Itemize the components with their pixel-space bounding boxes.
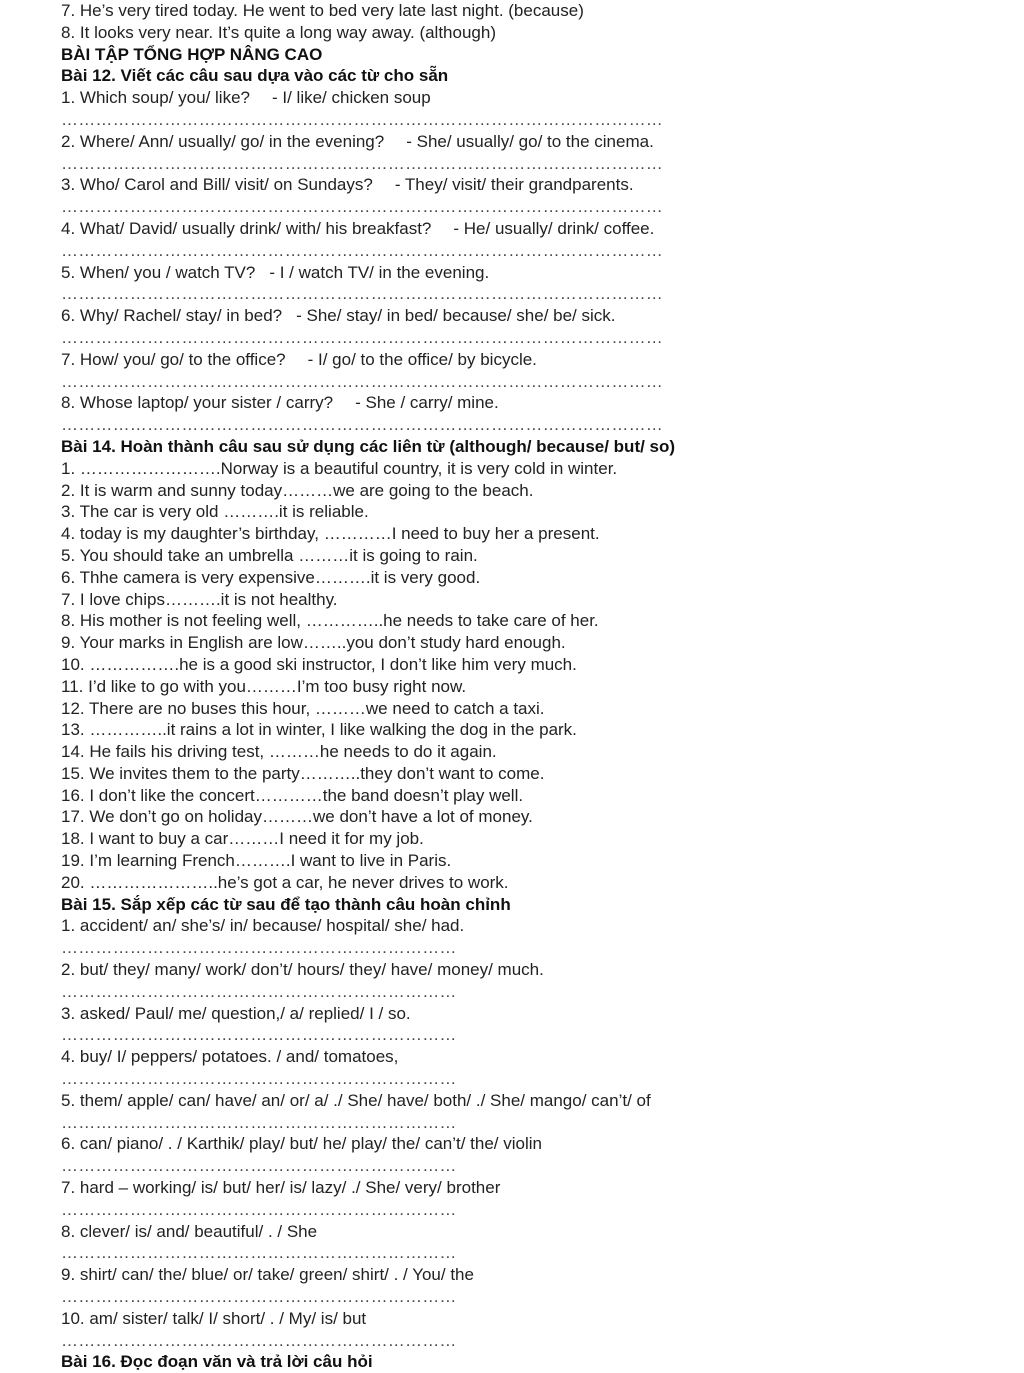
question-prompt: 4. What/ David/ usually drink/ with/ his breakfast? (61, 218, 432, 238)
exercise-line: 8. It looks very near. It’s quite a long way away. (although) (61, 22, 496, 42)
question-line (61, 392, 821, 414)
exercise-title-bai14: Bài 14. Hoàn thành câu sau sử dụng các liên từ (although/ because/ but/ so) (61, 436, 676, 456)
answer-hint: - I/ like/ chicken soup (271, 88, 431, 108)
answer-line: …………………………………………………………………………………………… (61, 371, 663, 391)
question-prompt: 3. Who/ Carol and Bill/ visit/ on Sundays? (61, 175, 373, 195)
reorder-item: 1. accident/ an/ she’s/ in/ because/ hospital/ she/ had. (61, 916, 465, 936)
fill-blank-item: 4. today is my daughter’s birthday, …………I need to buy her a present. (61, 524, 600, 544)
fill-blank-item: 12. There are no buses this hour, ………we need to catch a taxi. (61, 698, 545, 718)
fill-blank-item: 10. …………….he is a good ski instructor, I don’t like him very much. (61, 654, 577, 674)
fill-blank-item: 3. The car is very old ……….it is reliable. (61, 502, 369, 522)
fill-blank-item: 7. I love chips……….it is not healthy. (61, 589, 338, 609)
fill-blank-item: 20. …………………..he’s got a car, he never drives to work. (61, 872, 509, 892)
worksheet-page (61, 0, 821, 1373)
fill-blank-item: 14. He fails his driving test, ………he needs to do it again. (61, 742, 497, 762)
fill-blank-item: 9. Your marks in English are low……..you don’t study hard enough. (61, 633, 566, 653)
fill-blank-item: 5. You should take an umbrella ………it is going to rain. (61, 545, 478, 565)
question-prompt: 2. Where/ Ann/ usually/ go/ in the evening? (61, 131, 385, 151)
reorder-item: 8. clever/ is/ and/ beautiful/ . / She (61, 1221, 318, 1241)
answer-hint: - She/ stay/ in bed/ because/ she/ be/ sick. (296, 306, 616, 326)
answer-hint: - They/ visit/ their grandparents. (394, 175, 634, 195)
question-prompt: 5. When/ you / watch TV? (61, 262, 256, 282)
answer-line: …………………………………………………………………………………………… (61, 415, 663, 435)
question-line (61, 305, 821, 327)
fill-blank-item: 16. I don’t like the concert…………the band doesn’t play well. (61, 785, 524, 805)
fill-blank-item: 8. His mother is not feeling well, …………..he needs to take care of her. (61, 611, 599, 631)
answer-line: …………………………………………………………………………………………… (61, 327, 663, 347)
exercise-line: 7. He’s very tired today. He went to bed very late last night. (because) (61, 1, 584, 20)
answer-line: …………………………………………………………… (61, 981, 457, 1001)
answer-line: …………………………………………………………… (61, 1112, 457, 1132)
answer-line: …………………………………………………………………………………………… (61, 109, 663, 129)
reorder-item: 9. shirt/ can/ the/ blue/ or/ take/ green/ shirt/ . / You/ the (61, 1265, 474, 1285)
answer-line: …………………………………………………………………………………………… (61, 153, 663, 173)
exercise-title-bai16: Bài 16. Đọc đoạn văn và trả lời câu hỏi (61, 1352, 373, 1372)
fill-blank-item: 6. Thhe camera is very expensive……….it is very good. (61, 567, 481, 587)
reorder-item: 4. buy/ I/ peppers/ potatoes. / and/ tomatoes, (61, 1047, 399, 1067)
reorder-item: 7. hard – working/ is/ but/ her/ is/ lazy/ ./ She/ very/ brother (61, 1178, 501, 1198)
question-prompt: 1. Which soup/ you/ like? (61, 88, 250, 108)
reorder-item: 3. asked/ Paul/ me/ question,/ a/ replied/ I / so. (61, 1003, 411, 1023)
question-line (61, 174, 821, 196)
exercise-title-bai12: Bài 12. Viết các câu sau dựa vào các từ cho sẵn (61, 66, 449, 86)
fill-blank-item: 18. I want to buy a car………I need it for my job. (61, 829, 424, 849)
answer-line: …………………………………………………………… (61, 1156, 457, 1176)
question-line (61, 218, 821, 240)
answer-hint: - I / watch TV/ in the evening. (269, 262, 490, 282)
answer-line: …………………………………………………………… (61, 1199, 457, 1219)
fill-blank-item: 13. …………..it rains a lot in winter, I like walking the dog in the park. (61, 720, 577, 740)
answer-hint: - She / carry/ mine. (355, 393, 499, 413)
answer-line: …………………………………………………………… (61, 1287, 457, 1307)
answer-hint: - I/ go/ to the office/ by bicycle. (307, 349, 537, 369)
answer-line: …………………………………………………………… (61, 1243, 457, 1263)
fill-blank-item: 2. It is warm and sunny today………we are going to the beach. (61, 480, 534, 500)
answer-line: …………………………………………………………………………………………… (61, 284, 663, 304)
question-line (61, 131, 821, 153)
answer-line: …………………………………………………………… (61, 1069, 457, 1089)
answer-line: …………………………………………………………………………………………… (61, 197, 663, 217)
answer-line: …………………………………………………………… (61, 1330, 457, 1350)
answer-line: …………………………………………………………… (61, 938, 457, 958)
answer-hint: - She/ usually/ go/ to the cinema. (406, 131, 654, 151)
reorder-item: 2. but/ they/ many/ work/ don’t/ hours/ they/ have/ money/ much. (61, 960, 544, 980)
question-prompt: 6. Why/ Rachel/ stay/ in bed? (61, 306, 283, 326)
question-line (61, 87, 821, 109)
fill-blank-item: 11. I’d like to go with you………I’m too busy right now. (61, 676, 467, 696)
reorder-item: 10. am/ sister/ talk/ I/ short/ . / My/ is/ but (61, 1308, 367, 1328)
exercise-title-bai15: Bài 15. Sắp xếp các từ sau để tạo thành câu hoàn chỉnh (61, 894, 511, 914)
fill-blank-item: 15. We invites them to the party………..they don’t want to come. (61, 763, 545, 783)
reorder-item: 6. can/ piano/ . / Karthik/ play/ but/ he/ play/ the/ can’t/ the/ violin (61, 1134, 542, 1154)
answer-line: …………………………………………………………………………………………… (61, 240, 663, 260)
fill-blank-item: 17. We don’t go on holiday………we don’t have a lot of money. (61, 807, 533, 827)
fill-blank-item: 19. I’m learning French……….I want to live in Paris. (61, 851, 452, 871)
question-line (61, 349, 821, 371)
answer-line: …………………………………………………………… (61, 1025, 457, 1045)
reorder-item: 5. them/ apple/ can/ have/ an/ or/ a/ ./ She/ have/ both/ ./ She/ mango/ can’t/ of (61, 1090, 651, 1110)
answer-hint: - He/ usually/ drink/ coffee. (453, 218, 655, 238)
question-prompt: 8. Whose laptop/ your sister / carry? (61, 393, 334, 413)
section-heading: BÀI TẬP TỔNG HỢP NÂNG CAO (61, 44, 323, 64)
question-line (61, 262, 821, 284)
question-prompt: 7. How/ you/ go/ to the office? (61, 349, 286, 369)
fill-blank-item: 1. …………………….Norway is a beautiful country, it is very cold in winter. (61, 458, 618, 478)
